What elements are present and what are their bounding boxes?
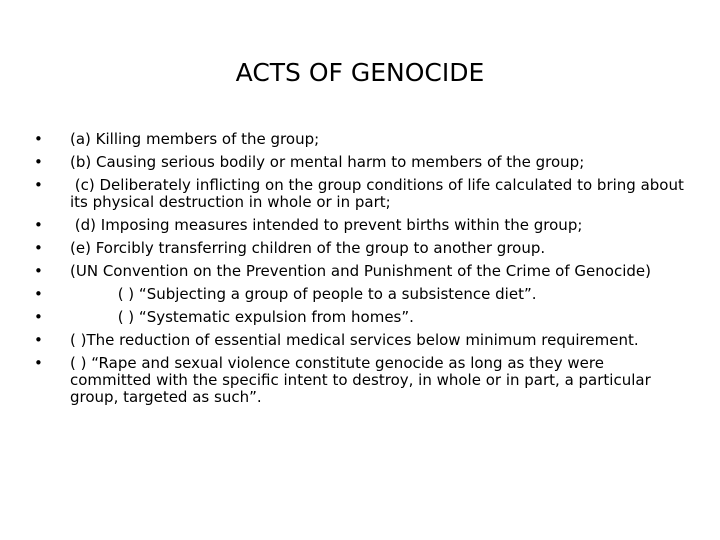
list-item-text: ( ) “Subjecting a group of people to a subsistence diet”.: [70, 285, 537, 303]
list-item: [34, 131, 684, 148]
bullet-icon: •: [34, 130, 43, 148]
list-item: [34, 286, 684, 303]
bullet-icon: •: [34, 216, 43, 234]
bullet-icon: •: [34, 285, 43, 303]
list-item-text: ( )The reduction of essential medical services below minimum requirement.: [70, 331, 639, 349]
list-item: [34, 176, 689, 211]
list-item: [34, 240, 684, 257]
bullet-icon: •: [34, 262, 43, 280]
bullet-icon: •: [34, 308, 43, 326]
list-item-text: (b) Causing serious bodily or mental harm to members of the group;: [70, 153, 585, 171]
list-item: [34, 217, 684, 234]
bullet-icon: •: [34, 176, 43, 194]
list-item-text: (d) Imposing measures intended to prevent births within the group;: [70, 216, 583, 234]
bullet-icon: •: [34, 331, 43, 349]
list-item: [34, 154, 684, 171]
list-item: [34, 263, 684, 280]
bullet-icon: •: [34, 239, 43, 257]
list-item: [34, 332, 684, 349]
bullet-icon: •: [34, 153, 43, 171]
list-item-text: (a) Killing members of the group;: [70, 130, 320, 148]
list-item-text: (c) Deliberately inflicting on the group conditions of life calculated to bring about its physical destruction in whole or in part;: [70, 176, 689, 211]
list-item-text: ( ) “Rape and sexual violence constitute genocide as long as they were committed with the specific intent to destroy, in whole or in part, a particular group, targeted as such”.: [70, 354, 656, 406]
list-item: [34, 309, 684, 326]
list-item: [34, 355, 684, 406]
list-item-text: (UN Convention on the Prevention and Punishment of the Crime of Genocide): [70, 262, 651, 280]
list-item-text: ( ) “Systematic expulsion from homes”.: [70, 308, 414, 326]
bullet-icon: •: [34, 354, 43, 372]
bullet-list: [34, 130, 689, 412]
list-item-text: (e) Forcibly transferring children of the group to another group.: [70, 239, 546, 257]
slide-title: ACTS OF GENOCIDE: [235, 58, 485, 87]
